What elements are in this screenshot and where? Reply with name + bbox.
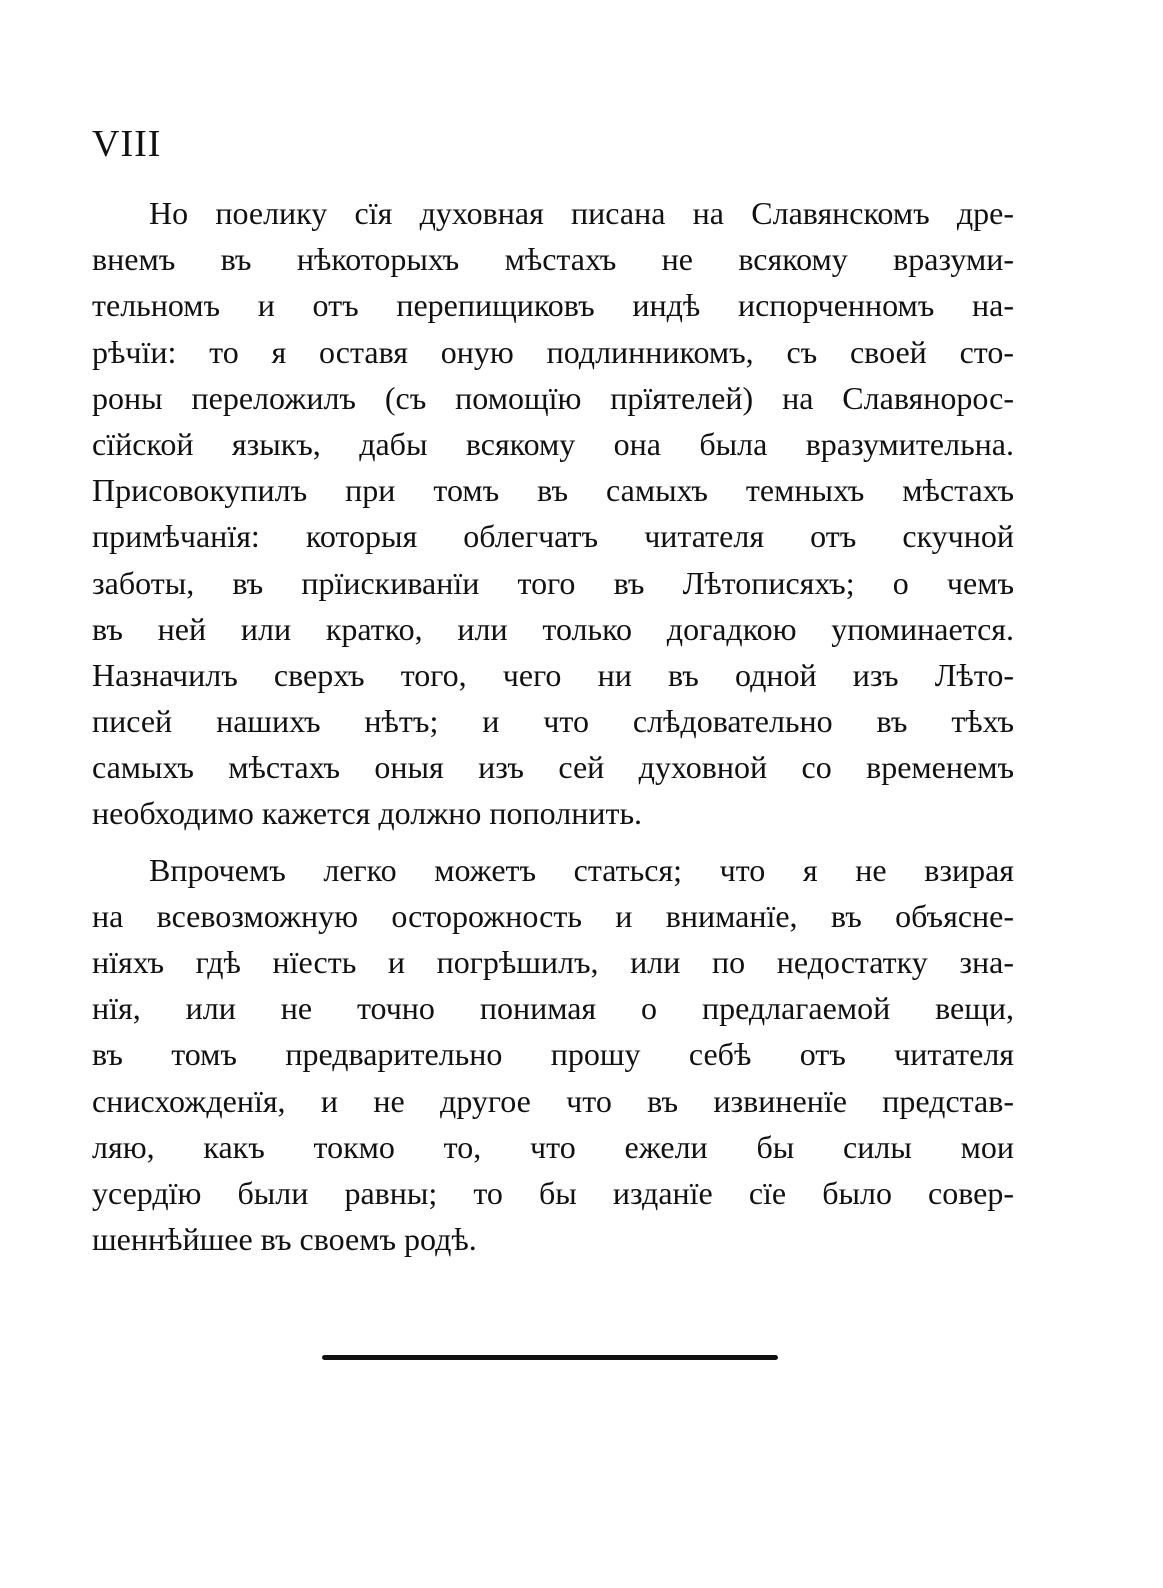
paragraph	[92, 190, 1014, 837]
text-line: Присовокупилъ при томъ въ самыхъ темныхъ мѣстахъ	[92, 472, 1014, 509]
text-line: сїйской языкъ, дабы всякому она была вразумительна.	[92, 425, 1014, 462]
text-line: заботы, въ прїискиванїи того въ Лѣтописяхъ; о чемъ	[92, 564, 1014, 601]
text-line: Но поелику сїя духовная писана на Славянскомъ дре-	[149, 195, 1014, 231]
text-line: тельномъ и отъ перепищиковъ индѣ испорченномъ на-	[92, 287, 1014, 324]
page-number: VIII	[92, 123, 162, 165]
text-line: снисхожденїя, и не другое что въ извиненїе представ-	[92, 1082, 1014, 1119]
text-line: на всевозможную осторожность и вниманїе, въ объясне-	[92, 897, 1014, 934]
text-line: нїя, или не точно понимая о предлагаемой вещи,	[92, 990, 1014, 1027]
text-line: ляю, какъ токмо то, что ежели бы силы мои	[92, 1128, 1014, 1165]
text-line: въ ней или кратко, или только догадкою упоминается.	[92, 610, 1014, 647]
text-line: внемъ въ нѣкоторыхъ мѣстахъ не всякому вразуми-	[92, 241, 1014, 278]
text-line: необходимо кажется должно пополнить.	[92, 795, 643, 832]
text-line: писей нашихъ нѣтъ; и что слѣдовательно въ тѣхъ	[92, 703, 1014, 740]
paragraph-gap	[92, 837, 1014, 847]
text-line: нїяхъ гдѣ нїесть и погрѣшилъ, или по недостатку зна-	[92, 944, 1014, 980]
text-line: роны переложилъ (съ помощїю прїятелей) на Славянорос-	[92, 379, 1014, 416]
text-line: самыхъ мѣстахъ оныя изъ сей духовной со временемъ	[92, 749, 1014, 786]
text-line: шеннѣйшее въ своемъ родѣ.	[92, 1221, 477, 1258]
text-line: рѣчїи: то я оставя оную подлинникомъ, съ своей сто-	[92, 333, 1014, 370]
text-line: въ томъ предварительно прошу себѣ отъ читателя	[92, 1036, 1014, 1073]
text-line: Назначилъ сверхъ того, чего ни въ одной изъ Лѣто-	[92, 656, 1014, 693]
paragraph	[92, 847, 1014, 1263]
body-text	[92, 190, 1014, 1262]
text-line: Впрочемъ легко можетъ статься; что я не взирая	[149, 851, 1014, 888]
text-line: усердїю были равны; то бы изданїе сїе было совер-	[92, 1174, 1014, 1211]
end-rule	[322, 1355, 778, 1360]
text-line: примѣчанїя: которыя облегчатъ читателя отъ скучной	[92, 518, 1014, 555]
